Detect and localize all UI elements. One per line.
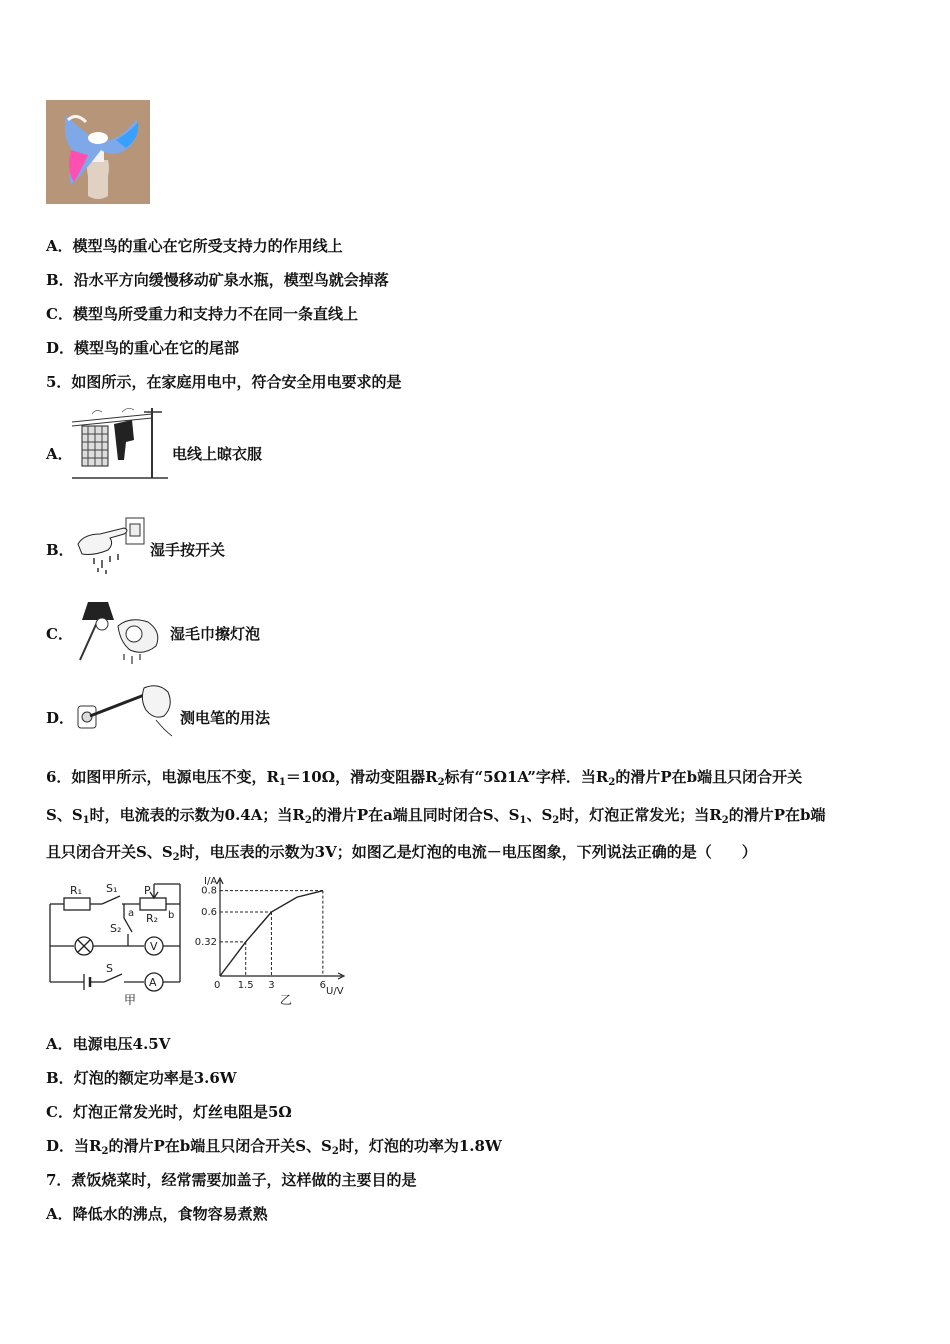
- label-ammeter: A: [149, 976, 157, 989]
- q6-option-c: C．灯泡正常发光时，灯丝电阻是5Ω: [46, 1103, 292, 1121]
- circuit-caption: 甲: [124, 993, 137, 1007]
- q4-option-b: B．沿水平方向缓慢移动矿泉水瓶，模型鸟就会掉落: [46, 271, 389, 289]
- q4-option-d: D．模型鸟的重心在它的尾部: [46, 339, 240, 357]
- q5-option-d-text: 测电笔的用法: [180, 709, 271, 727]
- q5-stem: 5．如图所示，在家庭用电中，符合安全用电要求的是: [46, 373, 402, 391]
- clothes-on-wire-image: [72, 404, 168, 480]
- label-s1: S₁: [106, 882, 118, 895]
- x-tick-3: 3: [268, 980, 275, 991]
- q4-option-a: A．模型鸟的重心在它所受支持力的作用线上: [46, 237, 343, 255]
- y-tick-0.6: 0.6: [201, 907, 217, 918]
- label-r2: R₂: [146, 912, 159, 925]
- x-tick-6: 6: [319, 980, 327, 991]
- origin-label: 0: [214, 980, 221, 991]
- q5-option-d-label: D．: [46, 709, 75, 727]
- q7-stem: 7．煮饭烧菜时，经常需要加盖子，这样做的主要目的是: [46, 1171, 417, 1189]
- q7-option-a: A．降低水的沸点，食物容易煮熟: [46, 1205, 268, 1223]
- wet-hand-switch-image: [74, 514, 148, 576]
- q4-option-c: C．模型鸟所受重力和支持力不在同一条直线上: [46, 305, 358, 323]
- q5-option-b-label: B．: [46, 541, 74, 559]
- label-s: S: [106, 962, 113, 975]
- label-s2: S₂: [110, 922, 122, 935]
- q6-option-d: D．当$R_2$的滑片P在b端且只闭合开关S、$S_2$时，灯泡的功率为1.8W: [46, 1137, 502, 1157]
- q5-option-c-text: 湿毛巾擦灯泡: [170, 625, 261, 643]
- q6-stem-line3: 且只闭合开关S、$S_2$时，电压表的示数为3V；如图乙是灯泡的电流－电压图象，下列说法正确的是（ ）: [46, 843, 757, 863]
- x-axis-label: U/V: [326, 986, 344, 997]
- graph-caption: 乙: [280, 993, 293, 1007]
- y-axis-label: I/A: [204, 876, 218, 887]
- y-tick-0.8: 0.8: [201, 885, 217, 897]
- test-pen-image: [74, 680, 178, 742]
- wet-towel-bulb-image: [74, 598, 168, 666]
- q6-stem-line2: S、$S_1$时，电流表的示数为0.4A；当$R_2$的滑片P在a端且同时闭合S、$S_1$、$S_2$时，灯泡正常发光；当$R_2$的滑片P在b端: [46, 806, 826, 826]
- label-b: b: [168, 910, 175, 921]
- q5-option-a-label: A．: [46, 445, 73, 463]
- label-p: P: [144, 884, 151, 897]
- q6-stem-line1: 6．如图甲所示，电源电压不变，$R_1=10\Omega$，滑动变阻器$R_2$标有“5Ω1A”字样．当$R_2$的滑片P在b端且只闭合开关: [46, 768, 803, 788]
- q5-option-b-text: 湿手按开关: [150, 541, 226, 559]
- q5-option-a-text: 电线上晾衣服: [172, 445, 263, 463]
- y-tick-0.32: 0.32: [194, 936, 217, 948]
- label-voltmeter: V: [150, 940, 158, 953]
- label-r1: R₁: [70, 884, 83, 897]
- model-bird-image: [46, 100, 150, 204]
- q6-option-b: B．灯泡的额定功率是3.6W: [46, 1069, 237, 1087]
- iu-graph: [192, 874, 352, 1010]
- circuit-diagram: [44, 874, 190, 1010]
- q6-option-a: A．电源电压4.5V: [46, 1035, 171, 1053]
- x-tick-1.5: 1.5: [237, 980, 254, 991]
- q5-option-c-label: C．: [46, 625, 73, 643]
- label-a: a: [128, 908, 135, 919]
